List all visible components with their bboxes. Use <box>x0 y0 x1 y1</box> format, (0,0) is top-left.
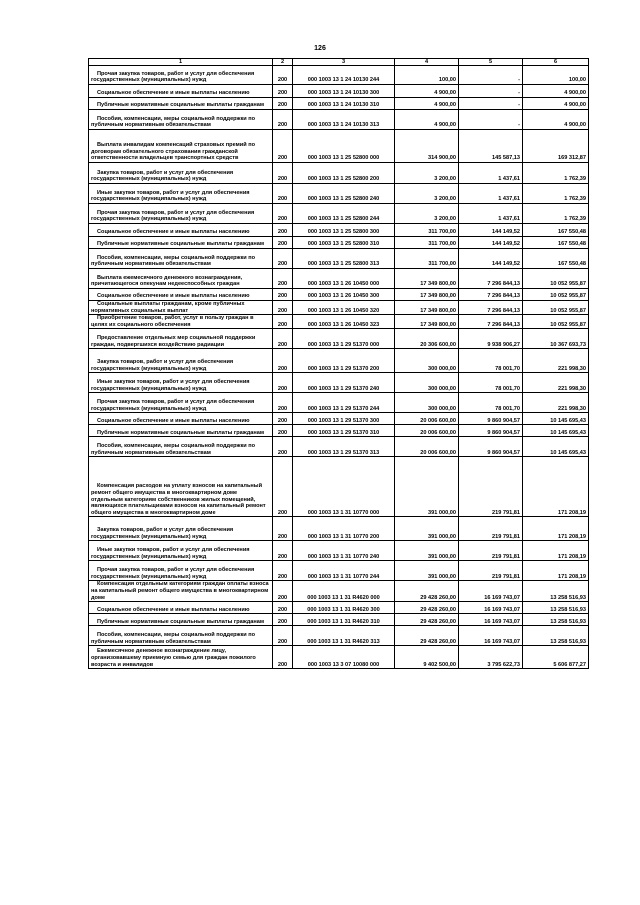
executed-amount-cell: 219 791,81 <box>459 541 523 561</box>
table-row <box>89 98 589 110</box>
item-name-cell: Социальное обеспечение и иные выплаты населению <box>89 85 273 98</box>
item-name-cell: Пособия, компенсации, меры социальной поддержки по публичным нормативным обязательствам <box>89 437 273 457</box>
budget-classification-code-cell: 000 1003 13 1 25 52800 000 <box>293 130 395 163</box>
table-row <box>89 425 589 437</box>
approved-amount-cell: 314 900,00 <box>395 130 459 163</box>
budget-classification-code-cell: 000 1003 13 1 31 R4620 313 <box>293 626 395 646</box>
item-name-cell: Выплата инвалидам компенсаций страховых премий по договорам обязательного страхования гражданской ответственности владельцев транспортных средств <box>89 130 273 163</box>
approved-amount-cell: 20 006 600,00 <box>395 425 459 437</box>
budget-classification-code-cell: 000 1003 13 1 26 10450 320 <box>293 301 395 315</box>
budget-classification-code-cell: 000 1003 13 1 24 10130 300 <box>293 85 395 98</box>
line-code-cell: 200 <box>273 561 293 581</box>
table-row <box>89 110 589 130</box>
table-row <box>89 224 589 237</box>
approved-amount-cell: 17 349 800,00 <box>395 289 459 301</box>
approved-amount-cell: 4 900,00 <box>395 85 459 98</box>
executed-amount-cell: 9 938 906,27 <box>459 329 523 349</box>
approved-amount-cell: 29 428 260,00 <box>395 614 459 626</box>
table-row <box>89 163 589 184</box>
budget-classification-code-cell: 000 1003 13 1 24 10130 244 <box>293 66 395 85</box>
line-code-cell: 200 <box>273 581 293 602</box>
line-code-cell: 200 <box>273 249 293 269</box>
approved-amount-cell: 3 200,00 <box>395 163 459 184</box>
unexecuted-amount-cell: 4 900,00 <box>523 85 589 98</box>
line-code-cell: 200 <box>273 329 293 349</box>
table-row <box>89 517 589 541</box>
unexecuted-amount-cell: 100,00 <box>523 66 589 85</box>
line-code-cell: 200 <box>273 269 293 289</box>
approved-amount-cell: 3 200,00 <box>395 184 459 204</box>
unexecuted-amount-cell: 10 145 695,43 <box>523 413 589 425</box>
budget-classification-code-cell: 000 1003 13 1 25 52800 200 <box>293 163 395 184</box>
item-name-cell: Закупка товаров, работ и услуг для обеспечения государственных (муниципальных) нужд <box>89 349 273 373</box>
item-name-cell: Приобретение товаров, работ, услуг в пользу граждан в целях их социального обеспечения <box>89 315 273 329</box>
table-row <box>89 561 589 581</box>
budget-classification-code-cell: 000 1003 13 1 25 52800 244 <box>293 204 395 224</box>
budget-classification-code-cell: 000 1003 13 1 25 52800 240 <box>293 184 395 204</box>
table-row <box>89 289 589 301</box>
item-name-cell: Социальное обеспечение и иные выплаты населению <box>89 224 273 237</box>
column-number-row <box>89 59 589 66</box>
budget-classification-code-cell: 000 1003 13 1 29 51370 000 <box>293 329 395 349</box>
approved-amount-cell: 311 700,00 <box>395 224 459 237</box>
unexecuted-amount-cell: 1 762,39 <box>523 184 589 204</box>
executed-amount-cell: 219 791,81 <box>459 517 523 541</box>
table-row <box>89 237 589 249</box>
line-code-cell: 200 <box>273 517 293 541</box>
budget-classification-code-cell: 000 1003 13 1 25 52800 313 <box>293 249 395 269</box>
approved-amount-cell: 300 000,00 <box>395 349 459 373</box>
unexecuted-amount-cell: 10 145 695,43 <box>523 437 589 457</box>
budget-classification-code-cell: 000 1003 13 1 31 10770 200 <box>293 517 395 541</box>
item-name-cell: Социальное обеспечение и иные выплаты населению <box>89 289 273 301</box>
line-code-cell: 200 <box>273 373 293 393</box>
line-code-cell: 200 <box>273 204 293 224</box>
executed-amount-cell: 1 437,61 <box>459 204 523 224</box>
table-row <box>89 315 589 329</box>
budget-classification-code-cell: 000 1003 13 1 26 10450 323 <box>293 315 395 329</box>
approved-amount-cell: 311 700,00 <box>395 237 459 249</box>
item-name-cell: Социальное обеспечение и иные выплаты населению <box>89 602 273 614</box>
item-name-cell: Социальное обеспечение и иные выплаты населению <box>89 413 273 425</box>
executed-amount-cell: 16 169 743,07 <box>459 602 523 614</box>
table-row <box>89 373 589 393</box>
approved-amount-cell: 17 349 800,00 <box>395 301 459 315</box>
table-row <box>89 541 589 561</box>
budget-classification-code-cell: 000 1003 13 1 31 10770 244 <box>293 561 395 581</box>
budget-classification-code-cell: 000 1003 13 1 29 51370 240 <box>293 373 395 393</box>
unexecuted-amount-cell: 13 258 516,93 <box>523 614 589 626</box>
table-row <box>89 329 589 349</box>
approved-amount-cell: 9 402 500,00 <box>395 646 459 669</box>
executed-amount-cell: 7 296 844,13 <box>459 269 523 289</box>
line-code-cell: 200 <box>273 85 293 98</box>
approved-amount-cell: 4 900,00 <box>395 98 459 110</box>
executed-amount-cell: - <box>459 85 523 98</box>
item-name-cell: Публичные нормативные социальные выплаты гражданам <box>89 425 273 437</box>
item-name-cell: Предоставление отдельных мер социальной поддержки граждан, подвергшихся воздействию радиации <box>89 329 273 349</box>
unexecuted-amount-cell: 13 258 516,93 <box>523 581 589 602</box>
budget-classification-code-cell: 000 1003 13 1 29 51370 244 <box>293 393 395 413</box>
unexecuted-amount-cell: 13 258 516,93 <box>523 602 589 614</box>
item-name-cell: Закупка товаров, работ и услуг для обеспечения государственных (муниципальных) нужд <box>89 163 273 184</box>
unexecuted-amount-cell: 4 900,00 <box>523 98 589 110</box>
table-row <box>89 614 589 626</box>
budget-classification-code-cell: 000 1003 13 1 29 51370 310 <box>293 425 395 437</box>
line-code-cell: 200 <box>273 184 293 204</box>
unexecuted-amount-cell: 13 258 516,93 <box>523 626 589 646</box>
unexecuted-amount-cell: 10 052 955,87 <box>523 269 589 289</box>
line-code-cell: 200 <box>273 425 293 437</box>
unexecuted-amount-cell: 4 900,00 <box>523 110 589 130</box>
item-name-cell: Публичные нормативные социальные выплаты гражданам <box>89 614 273 626</box>
executed-amount-cell: 16 169 743,07 <box>459 626 523 646</box>
line-code-cell: 200 <box>273 163 293 184</box>
approved-amount-cell: 20 006 600,00 <box>395 437 459 457</box>
unexecuted-amount-cell: 171 208,19 <box>523 517 589 541</box>
unexecuted-amount-cell: 171 208,19 <box>523 561 589 581</box>
executed-amount-cell: 3 795 622,73 <box>459 646 523 669</box>
line-code-cell: 200 <box>273 393 293 413</box>
unexecuted-amount-cell: 171 208,19 <box>523 457 589 517</box>
table-row <box>89 581 589 602</box>
approved-amount-cell: 391 000,00 <box>395 541 459 561</box>
table-row <box>89 130 589 163</box>
line-code-cell: 200 <box>273 626 293 646</box>
column-header: 4 <box>395 59 459 66</box>
approved-amount-cell: 300 000,00 <box>395 373 459 393</box>
approved-amount-cell: 100,00 <box>395 66 459 85</box>
column-header: 5 <box>459 59 523 66</box>
budget-classification-code-cell: 000 1003 13 1 25 52800 300 <box>293 224 395 237</box>
executed-amount-cell: 145 587,13 <box>459 130 523 163</box>
budget-classification-code-cell: 000 1003 13 1 24 10130 313 <box>293 110 395 130</box>
budget-classification-code-cell: 000 1003 13 1 31 R4620 000 <box>293 581 395 602</box>
item-name-cell: Иные закупки товаров, работ и услуг для обеспечения государственных (муниципальных) нужд <box>89 184 273 204</box>
unexecuted-amount-cell: 167 550,48 <box>523 224 589 237</box>
column-header: 1 <box>89 59 273 66</box>
item-name-cell: Прочая закупка товаров, работ и услуг для обеспечения государственных (муниципальных) нужд <box>89 204 273 224</box>
unexecuted-amount-cell: 10 052 955,87 <box>523 301 589 315</box>
item-name-cell: Прочая закупка товаров, работ и услуг для обеспечения государственных (муниципальных) нужд <box>89 561 273 581</box>
executed-amount-cell: 144 149,52 <box>459 249 523 269</box>
approved-amount-cell: 391 000,00 <box>395 561 459 581</box>
line-code-cell: 200 <box>273 541 293 561</box>
approved-amount-cell: 20 306 600,00 <box>395 329 459 349</box>
approved-amount-cell: 17 349 800,00 <box>395 315 459 329</box>
line-code-cell: 200 <box>273 98 293 110</box>
table-row <box>89 457 589 517</box>
line-code-cell: 200 <box>273 457 293 517</box>
unexecuted-amount-cell: 10 367 693,73 <box>523 329 589 349</box>
line-code-cell: 200 <box>273 66 293 85</box>
line-code-cell: 200 <box>273 614 293 626</box>
table-row <box>89 413 589 425</box>
approved-amount-cell: 17 349 800,00 <box>395 269 459 289</box>
executed-amount-cell: - <box>459 66 523 85</box>
unexecuted-amount-cell: 167 550,48 <box>523 249 589 269</box>
line-code-cell: 200 <box>273 315 293 329</box>
budget-classification-code-cell: 000 1003 13 1 29 51370 200 <box>293 349 395 373</box>
table-row <box>89 646 589 669</box>
item-name-cell: Пособия, компенсации, меры социальной поддержки по публичным нормативным обязательствам <box>89 249 273 269</box>
budget-classification-code-cell: 000 1003 13 1 24 10130 310 <box>293 98 395 110</box>
approved-amount-cell: 300 000,00 <box>395 393 459 413</box>
table-row <box>89 393 589 413</box>
unexecuted-amount-cell: 5 606 877,27 <box>523 646 589 669</box>
approved-amount-cell: 311 700,00 <box>395 249 459 269</box>
executed-amount-cell: 9 860 904,57 <box>459 437 523 457</box>
item-name-cell: Закупка товаров, работ и услуг для обеспечения государственных (муниципальных) нужд <box>89 517 273 541</box>
line-code-cell: 200 <box>273 224 293 237</box>
table-row <box>89 249 589 269</box>
unexecuted-amount-cell: 221 998,30 <box>523 373 589 393</box>
budget-classification-code-cell: 000 1003 13 1 26 10450 300 <box>293 289 395 301</box>
executed-amount-cell: 9 860 904,57 <box>459 413 523 425</box>
executed-amount-cell: 1 437,61 <box>459 184 523 204</box>
budget-classification-code-cell: 000 1003 13 1 31 R4620 310 <box>293 614 395 626</box>
budget-classification-code-cell: 000 1003 13 1 29 51370 313 <box>293 437 395 457</box>
line-code-cell: 200 <box>273 437 293 457</box>
table-row <box>89 602 589 614</box>
table-row <box>89 269 589 289</box>
column-header: 3 <box>293 59 395 66</box>
unexecuted-amount-cell: 169 312,87 <box>523 130 589 163</box>
line-code-cell: 200 <box>273 413 293 425</box>
item-name-cell: Иные закупки товаров, работ и услуг для обеспечения государственных (муниципальных) нужд <box>89 373 273 393</box>
unexecuted-amount-cell: 171 208,19 <box>523 541 589 561</box>
executed-amount-cell: 219 791,81 <box>459 457 523 517</box>
line-code-cell: 200 <box>273 110 293 130</box>
approved-amount-cell: 391 000,00 <box>395 517 459 541</box>
executed-amount-cell: 7 296 844,13 <box>459 315 523 329</box>
budget-execution-table <box>88 58 589 669</box>
line-code-cell: 200 <box>273 646 293 669</box>
unexecuted-amount-cell: 10 052 955,87 <box>523 289 589 301</box>
table-row <box>89 204 589 224</box>
item-name-cell: Публичные нормативные социальные выплаты гражданам <box>89 237 273 249</box>
table-row <box>89 85 589 98</box>
executed-amount-cell: 7 296 844,13 <box>459 289 523 301</box>
approved-amount-cell: 391 000,00 <box>395 457 459 517</box>
item-name-cell: Компенсация расходов на уплату взносов на капитальный ремонт общего имущества в многоквартирном доме отдельным категориям собственников жилых помещений, являющихся плательщиками взносов на капитальный ремонт общего имущества в многоквартирном доме <box>89 457 273 517</box>
executed-amount-cell: 78 001,70 <box>459 349 523 373</box>
line-code-cell: 200 <box>273 289 293 301</box>
approved-amount-cell: 29 428 260,00 <box>395 581 459 602</box>
table-row <box>89 184 589 204</box>
budget-classification-code-cell: 000 1003 13 1 31 R4620 300 <box>293 602 395 614</box>
approved-amount-cell: 3 200,00 <box>395 204 459 224</box>
unexecuted-amount-cell: 167 550,48 <box>523 237 589 249</box>
unexecuted-amount-cell: 10 052 955,87 <box>523 315 589 329</box>
line-code-cell: 200 <box>273 602 293 614</box>
table-row <box>89 437 589 457</box>
line-code-cell: 200 <box>273 130 293 163</box>
approved-amount-cell: 29 428 260,00 <box>395 602 459 614</box>
table-row <box>89 301 589 315</box>
item-name-cell: Прочая закупка товаров, работ и услуг для обеспечения государственных (муниципальных) нужд <box>89 393 273 413</box>
item-name-cell: Пособия, компенсации, меры социальной поддержки по публичным нормативным обязательствам <box>89 110 273 130</box>
executed-amount-cell: 1 437,61 <box>459 163 523 184</box>
approved-amount-cell: 4 900,00 <box>395 110 459 130</box>
item-name-cell: Компенсация отдельным категориям граждан оплаты взноса на капитальный ремонт общего имущества в многоквартирном доме <box>89 581 273 602</box>
item-name-cell: Пособия, компенсации, меры социальной поддержки по публичным нормативным обязательствам <box>89 626 273 646</box>
line-code-cell: 200 <box>273 237 293 249</box>
budget-classification-code-cell: 000 1003 13 1 29 51370 300 <box>293 413 395 425</box>
unexecuted-amount-cell: 1 762,39 <box>523 204 589 224</box>
column-header: 6 <box>523 59 589 66</box>
budget-classification-code-cell: 000 1003 13 1 25 52800 310 <box>293 237 395 249</box>
table-row <box>89 349 589 373</box>
item-name-cell: Социальные выплаты гражданам, кроме публичных нормативных социальных выплат <box>89 301 273 315</box>
budget-classification-code-cell: 000 1003 13 1 31 10770 240 <box>293 541 395 561</box>
table-row <box>89 626 589 646</box>
unexecuted-amount-cell: 221 998,30 <box>523 349 589 373</box>
unexecuted-amount-cell: 1 762,39 <box>523 163 589 184</box>
budget-classification-code-cell: 000 1003 13 1 26 10450 000 <box>293 269 395 289</box>
unexecuted-amount-cell: 10 145 695,43 <box>523 425 589 437</box>
executed-amount-cell: - <box>459 98 523 110</box>
executed-amount-cell: 144 149,52 <box>459 224 523 237</box>
item-name-cell: Прочая закупка товаров, работ и услуг для обеспечения государственных (муниципальных) нужд <box>89 66 273 85</box>
executed-amount-cell: 144 149,52 <box>459 237 523 249</box>
budget-classification-code-cell: 000 1003 13 3 07 10080 000 <box>293 646 395 669</box>
executed-amount-cell: - <box>459 110 523 130</box>
line-code-cell: 200 <box>273 301 293 315</box>
executed-amount-cell: 16 169 743,07 <box>459 614 523 626</box>
budget-classification-code-cell: 000 1003 13 1 31 10770 000 <box>293 457 395 517</box>
executed-amount-cell: 9 860 904,57 <box>459 425 523 437</box>
executed-amount-cell: 219 791,81 <box>459 561 523 581</box>
line-code-cell: 200 <box>273 349 293 373</box>
item-name-cell: Ежемесячное денежное вознаграждение лицу, организовавшему приемную семью для граждан пожилого возраста и инвалидов <box>89 646 273 669</box>
executed-amount-cell: 16 169 743,07 <box>459 581 523 602</box>
item-name-cell: Иные закупки товаров, работ и услуг для обеспечения государственных (муниципальных) нужд <box>89 541 273 561</box>
item-name-cell: Выплата ежемесячного денежного вознаграждения, причитающегося опекунам недееспособных граждан <box>89 269 273 289</box>
approved-amount-cell: 20 006 600,00 <box>395 413 459 425</box>
table-row <box>89 66 589 85</box>
unexecuted-amount-cell: 221 998,30 <box>523 393 589 413</box>
item-name-cell: Публичные нормативные социальные выплаты гражданам <box>89 98 273 110</box>
executed-amount-cell: 78 001,70 <box>459 393 523 413</box>
column-header: 2 <box>273 59 293 66</box>
executed-amount-cell: 7 296 844,13 <box>459 301 523 315</box>
executed-amount-cell: 78 001,70 <box>459 373 523 393</box>
page-number: 126 <box>314 45 326 52</box>
approved-amount-cell: 29 428 260,00 <box>395 626 459 646</box>
